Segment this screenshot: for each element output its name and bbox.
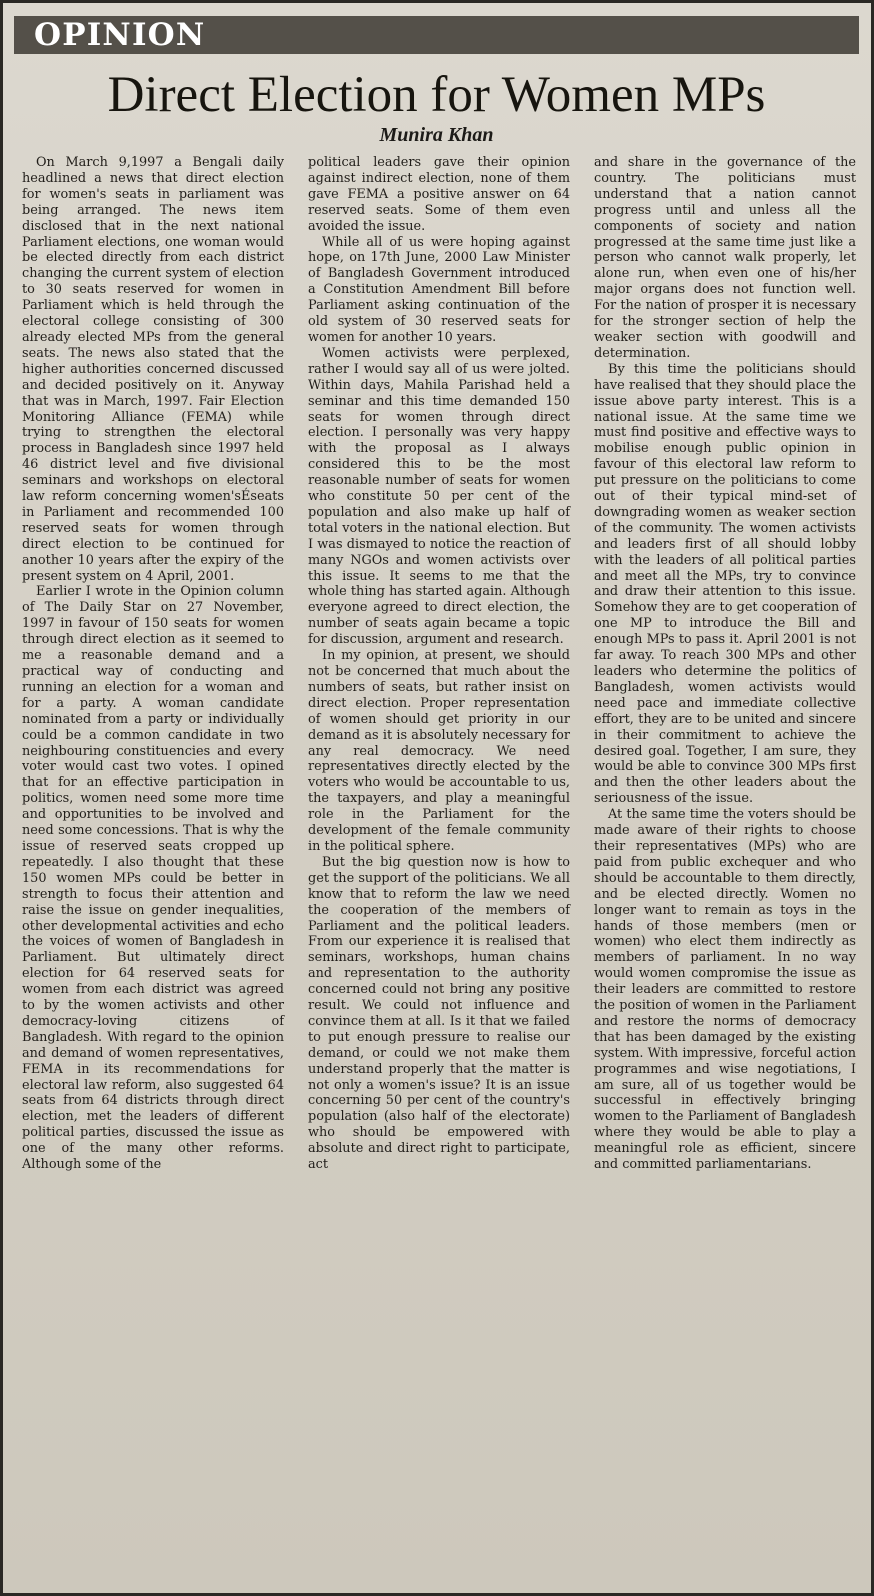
column-1 [22, 155, 284, 1173]
article-headline: Direct Election for Women MPs [107, 67, 766, 123]
article-body [14, 155, 859, 1173]
paragraph: At the same time the voters should be made aware of their rights to choose their representatives (MPs) who are paid from public exchequer and who should be accountable to them directly, and be elected directly. Women no longer want to remain as toys in the hands of those members (men or women) who elect them indirectly as members of parliament. In no way would women compromise the issue as their leaders are committed to restore the position of women in the Parliament and restore the norms of democracy that has been damaged by the existing system. With impressive, forceful action programmes and wise negotiations, I am sure, all of us together would be successful in effectively bringing women to the Parliament of Bangladesh where they would be able to play a meaningful role as efficient, sincere and committed parliamentarians. [594, 807, 856, 1173]
column-3 [594, 155, 856, 1173]
paragraph: On March 9,1997 a Bengali daily headlined a news that direct election for women's seats in parliament was being arranged. The news item disclosed that in the next national Parliament elections, one woman would be elected directly from each district changing the current system of election to 30 seats reserved for women in Parliament which is held through the electoral college consisting of 300 already elected MPs from the general seats. The news also stated that the higher authorities concerned discussed and decided positively on it. Anyway that was in March, 1997. Fair Election Monitoring Alliance (FEMA) while trying to strengthen the electoral process in Bangladesh since 1997 held 46 district level and five divisional seminars and workshops on electoral law reform concerning women'sÉseats in Parliament and recommended 100 reserved seats for women through direct election to be continued for another 10 years after the expiry of the present system on 4 April, 2001. [22, 155, 284, 584]
paragraph: By this time the politicians should have realised that they should place the issue above party interest. This is a national issue. At the same time we must find positive and effective ways to mobilise enough public opinion in favour of this electoral law reform to put pressure on the politicians to come out of their typical mind-set of downgrading women as weaker section of the community. The women activists and leaders first of all should lobby with the leaders of all political parties and meet all the MPs, try to convince and draw their attention to this issue. Somehow they are to get cooperation of one MP to introduce the Bill and enough MPs to pass it. April 2001 is not far away. To reach 300 MPs and other leaders who determine the politics of Bangladesh, women activists would need pace and immediate collective effort, they are to be united and sincere in their commitment to achieve the desired goal. Together, I am sure, they would be able to convince 300 MPs first and then the other leaders about the seriousness of the issue. [594, 361, 856, 807]
article-byline: Munira Khan [379, 124, 494, 146]
paragraph: political leaders gave their opinion against indirect election, none of them gave FEMA a positive answer on 64 reserved seats. Some of them even avoided the issue. [308, 155, 570, 234]
paragraph: Earlier I wrote in the Opinion column of The Daily Star on 27 November, 1997 in favour of 150 seats for women through direct election as it seemed to me a reasonable demand and a practical way of conducting and running an election for a woman and for a party. A woman candidate nominated from a party or individually could be a common candidate in two neighbouring constituencies and every voter would cast two votes. I opined that for an effective participation in politics, women need some more time and opportunities to be involved and need some concessions. That is why the issue of reserved seats cropped up repeatedly. I also thought that these 150 women MPs could be better in strength to focus their attention and raise the issue on gender inequalities, other developmental activities and echo the voices of women of Bangladesh in Parliament. But ultimately direct election for 64 reserved seats for women from each district was agreed to by the women activists and other democracy-loving citizens of Bangladesh. With regard to the opinion and demand of women representatives, FEMA in its recommendations for electoral law reform, also suggested 64 seats from 64 districts through direct election, met the leaders of different political parties, discussed the issue as one of the many other reforms. Although some of the [22, 584, 284, 1173]
section-label: OPINION [34, 17, 206, 53]
section-banner [14, 16, 859, 54]
paragraph: But the big question now is how to get the support of the politicians. We all know that to reform the law we need the cooperation of the members of Parliament and the political leaders. From our experience it is realised that seminars, workshops, human chains and representation to the authority concerned could not bring any positive result. We could not influence and convince them at all. Is it that we failed to put enough pressure to realise our demand, or could we not make them understand properly that the matter is not only a women's issue? It is an issue concerning 50 per cent of the country's population (also half of the electorate) who should be empowered with absolute and direct right to participate, act [308, 854, 570, 1173]
paragraph: and share in the governance of the country. The politicians must understand that a nation cannot progress until and unless all the components of society and nation progressed at the same time just like a person who cannot walk properly, let alone run, when even one of his/her major organs does not function well. For the nation of prosper it is necessary for the stronger section of help the weaker section with goodwill and determination. [594, 155, 856, 361]
column-2 [308, 155, 570, 1173]
paragraph: While all of us were hoping against hope, on 17th June, 2000 Law Minister of Bangladesh Government introduced a Constitution Amendment Bill before Parliament asking continuation of the old system of 30 reserved seats for women for another 10 years. [308, 234, 570, 345]
paragraph: In my opinion, at present, we should not be concerned that much about the numbers of seats, but rather insist on direct election. Proper representation of women should get priority in our demand as it is absolutely necessary for any real democracy. We need representatives directly elected by the voters who would be accountable to us, the taxpayers, and play a meaningful role in the Parliament for the development of the female community in the political sphere. [308, 648, 570, 854]
paragraph: Women activists were perplexed, rather I would say all of us were jolted. Within days, Mahila Parishad held a seminar and this time demanded 150 seats for women through direct election. I personally was very happy with the proposal as I always considered this to be the most reasonable number of seats for women who constitute 50 per cent of the population and also make up half of total voters in the national election. But I was dismayed to notice the reaction of many NGOs and women activists over this issue. It seems to me that the whole thing has started again. Although everyone agreed to direct election, the number of seats again became a topic for discussion, argument and research. [308, 345, 570, 648]
